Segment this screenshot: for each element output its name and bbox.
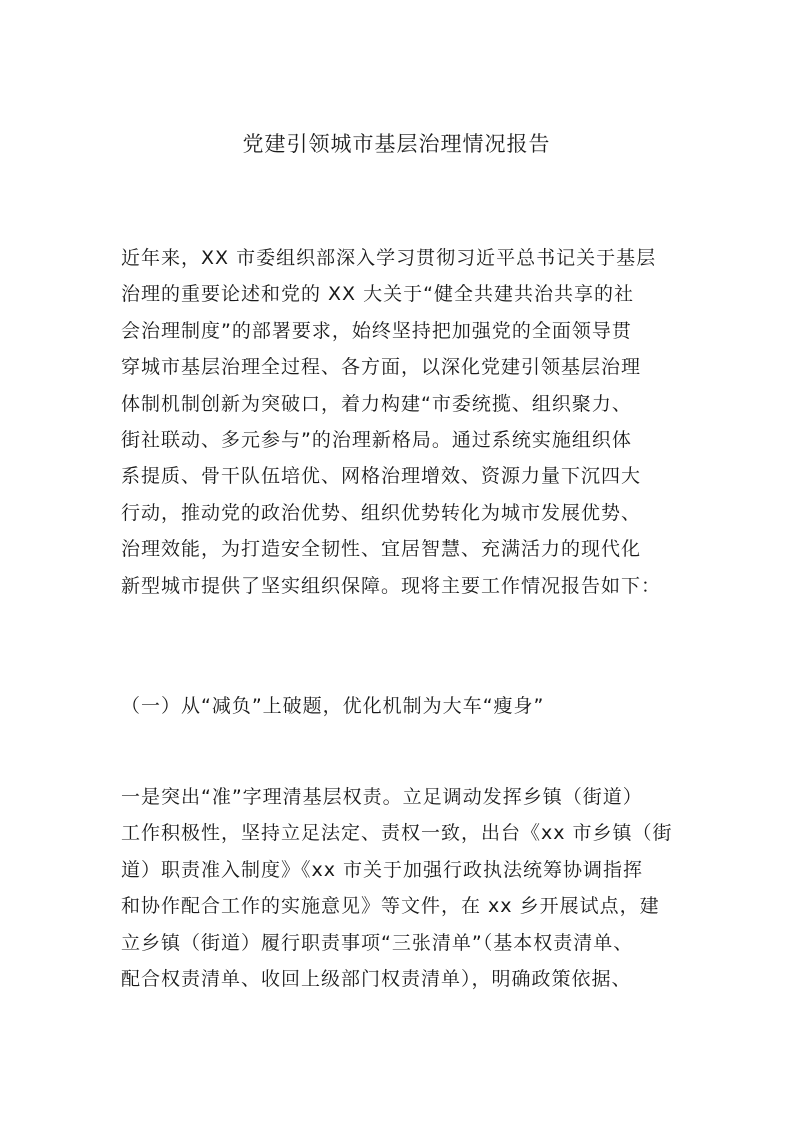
- intro-paragraph: [121, 240, 681, 604]
- paragraph-line: 新型城市提供了坚实组织保障。现将主要工作情况报告如下：: [121, 574, 662, 597]
- paragraph-line: 治理效能，为打造安全韧性、宜居智慧、充满活力的现代化: [121, 538, 642, 561]
- paragraph-line: 立乡镇（街道）履行职责事项“三张清单”（基本权责清单、: [121, 931, 634, 954]
- paragraph-line: 体制机制创新为突破口，着力构建“市委统揽、组织聚力、: [121, 392, 632, 415]
- paragraph-line: 和协作配合工作的实施意见》等文件，在 xx 乡开展试点，建: [121, 895, 660, 918]
- paragraph-line: 行动，推动党的政治优势、组织优势转化为城市发展优势、: [121, 501, 642, 524]
- paragraph-line: 会治理制度”的部署要求，始终坚持把加强党的全面领导贯: [121, 319, 632, 342]
- paragraph-line: 道）职责准入制度》《xx 市关于加强行政执法统筹协调指挥: [121, 858, 644, 881]
- paragraph-line: 近年来，XX 市委组织部深入学习贯彻习近平总书记关于基层: [121, 247, 657, 269]
- section-heading: [121, 688, 681, 724]
- paragraph-line: 系提质、骨干队伍培优、网格治理增效、资源力量下沉四大: [121, 465, 642, 488]
- paragraph-line: 工作积极性，坚持立足法定、责权一致，出台《xx 市乡镇（街: [121, 822, 673, 845]
- paragraph-line: 配合权责清单、收回上级部门权责清单），明确政策依据、: [121, 967, 632, 990]
- paragraph-line: 一是突出“准”字理清基层权责。立足调动发挥乡镇（街道）: [121, 786, 643, 808]
- paragraph-line: 治理的重要论述和党的 XX 大关于“健全共建共治共享的社: [121, 283, 634, 306]
- section-heading-text: （一）从“减负”上破题，优化机制为大车“瘦身”: [121, 695, 545, 717]
- document-title: 党建引领城市基层治理情况报告: [242, 132, 551, 156]
- paragraph-line: 街社联动、多元参与”的治理新格局。通过系统实施组织体: [121, 428, 632, 451]
- section-paragraph: [121, 779, 681, 997]
- paragraph-line: 穿城市基层治理全过程、各方面，以深化党建引领基层治理: [121, 356, 642, 379]
